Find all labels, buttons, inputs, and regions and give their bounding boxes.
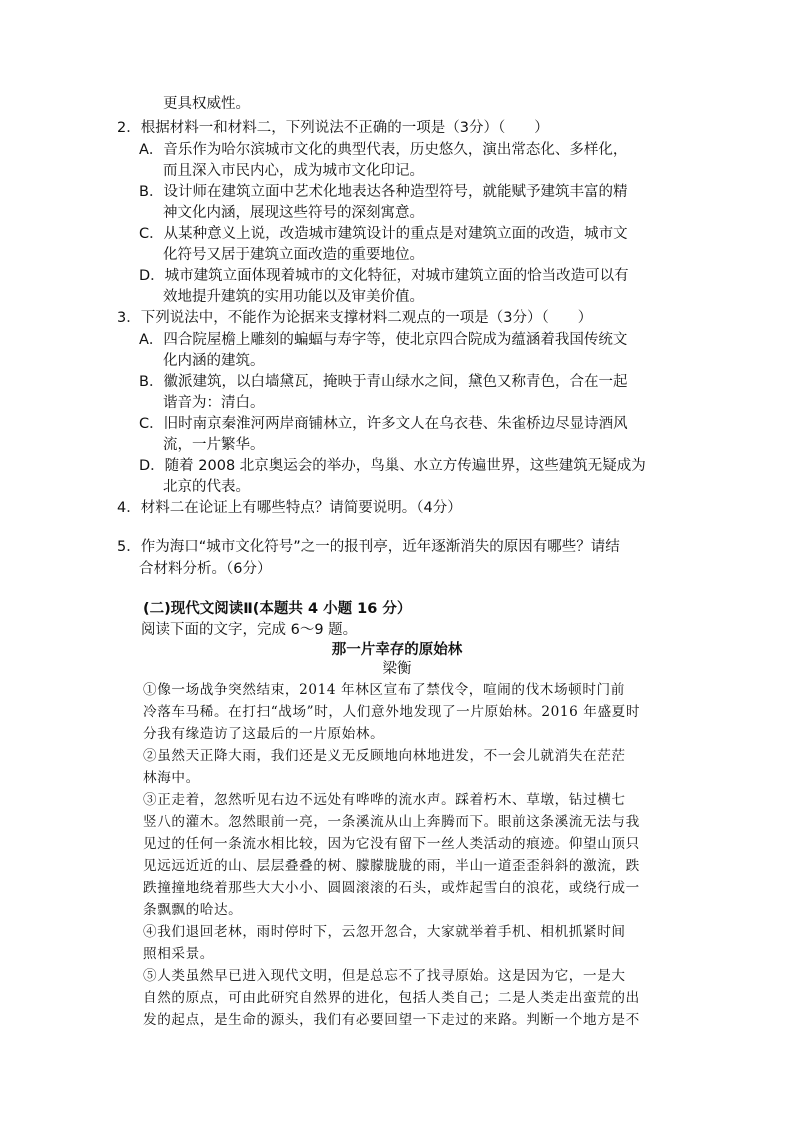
question-2-option-c-line2: 化符号又居于建筑立面改造的重要地位。: [163, 247, 424, 263]
paragraph-2-line2: 林海中。: [143, 770, 200, 786]
question-2-option-a-line1: A．音乐作为哈尔滨城市文化的典型代表，历史悠久，演出常态化、多样化，: [139, 142, 628, 158]
paragraph-3-line6: 条飘飘的哈达。: [143, 902, 243, 918]
paragraph-1-line2: 冷落车马稀。在打扫“战场”时，人们意外地发现了一片原始林。2016 年盛夏时: [143, 704, 641, 720]
paragraph-5-line1: ⑤人类虽然早已进入现代文明，但是总忘不了找寻原始。这是因为它，一是大: [143, 968, 626, 984]
question-3-option-d-line2: 北京的代表。: [163, 479, 250, 495]
question-2-option-d-line2: 效地提升建筑的实用功能以及审美价值。: [163, 289, 424, 305]
paragraph-3-line2: 竖八的灌木。忽然眼前一亮，一条溪流从山上奔腾而下。眼前这条溪流无法与我: [143, 814, 640, 830]
article-author: 梁衡: [382, 661, 412, 677]
paragraph-3-line4: 见远远近近的山、层层叠叠的树、朦朦胧胧的雨，半山一道歪歪斜斜的激流，跌: [143, 858, 640, 874]
paragraph-2-line1: ②虽然天正降大雨，我们还是义无反顾地向林地进发，不一会儿就消失在茫茫: [143, 748, 626, 764]
question-2-option-b-line1: B．设计师在建筑立面中艺术化地表达各种造型符号，就能赋予建筑丰富的精: [139, 184, 628, 200]
paragraph-4-line1: ④我们退回老林，雨时停时下，云忽开忽合，大家就举着手机、相机抓紧时间: [143, 924, 626, 940]
question-3-option-a-line2: 化内涵的建筑。: [163, 353, 265, 369]
paragraph-3-line3: 见过的任何一条流水相比较，因为它没有留下一丝人类活动的痕迹。仰望山顶只: [143, 836, 640, 852]
question-2-stem: 2．根据材料一和材料二，下列说法不正确的一项是（3分）（ ）: [117, 120, 549, 136]
question-3-option-c-line1: C．旧时南京秦淮河两岸商铺林立，许多文人在乌衣巷、朱雀桥边尽显诗酒风: [139, 416, 628, 432]
q1-tail-line: 更具权威性。: [163, 96, 250, 112]
paragraph-5-line2: 自然的原点，可由此研究自然界的进化，包括人类自己；二是人类走出蛮荒的出: [143, 990, 640, 1006]
paragraph-1-line3: 分我有缘造访了这最后的一片原始林。: [143, 726, 385, 742]
question-3-stem: 3．下列说法中，不能作为论据来支撑材料二观点的一项是（3分）（ ）: [117, 310, 593, 326]
paragraph-3-line1: ③正走着，忽然听见右边不远处有哗哗的流水声。踩着朽木、草墩，钻过横七: [143, 792, 626, 808]
paragraph-1-line1: ①像一场战争突然结束，2014 年林区宣布了禁伐令，喧闹的伐木场顿时门前: [143, 682, 625, 698]
article-title: 那一片幸存的原始林: [331, 642, 463, 658]
section-heading: (二)现代文阅读Ⅱ(本题共 4 小题 16 分）: [143, 601, 412, 617]
question-3-option-d-line1: D．随着 2008 北京奥运会的举办，鸟巢、水立方传遍世界，这些建筑无疑成为: [139, 458, 646, 474]
question-3-option-c-line2: 流，一片繁华。: [163, 437, 265, 453]
question-2-option-a-line2: 而且深入市民内心，成为城市文化印记。: [163, 163, 424, 179]
question-4: 4．材料二在论证上有哪些特点？请简要说明。（4分）: [117, 500, 462, 516]
paragraph-4-line2: 照相采景。: [143, 946, 214, 962]
question-3-option-b-line1: B．徽派建筑，以白墙黛瓦，掩映于青山绿水之间，黛色又称青色，合在一起: [139, 374, 628, 390]
paragraph-5-line3: 发的起点，是生命的源头，我们有必要回望一下走过的来路。判断一个地方是不: [143, 1012, 640, 1028]
question-5-line1: 5．作为海口“城市文化符号”之一的报刊亭，近年逐渐消失的原因有哪些？请结: [117, 539, 620, 555]
question-2-option-c-line1: C．从某种意义上说，改造城市建筑设计的重点是对建筑立面的改造，城市文: [139, 226, 628, 242]
question-3-option-b-line2: 谐音为：清白。: [163, 395, 265, 411]
question-5-line2: 合材料分析。（6分）: [139, 561, 272, 577]
paragraph-3-line5: 跌撞撞地绕着那些大大小小、圆圆滚滚的石头，或炸起雪白的浪花，或绕行成一: [143, 880, 640, 896]
question-2-option-b-line2: 神文化内涵，展现这些符号的深刻寓意。: [163, 205, 424, 221]
section-instruction: 阅读下面的文字，完成 6～9 题。: [141, 622, 358, 638]
question-3-option-a-line1: A．四合院屋檐上雕刻的蝙蝠与寿字等，使北京四合院成为蕴涵着我国传统文: [139, 332, 628, 348]
question-2-option-d-line1: D．城市建筑立面体现着城市的文化特征，对城市建筑立面的恰当改造可以有: [139, 268, 629, 284]
